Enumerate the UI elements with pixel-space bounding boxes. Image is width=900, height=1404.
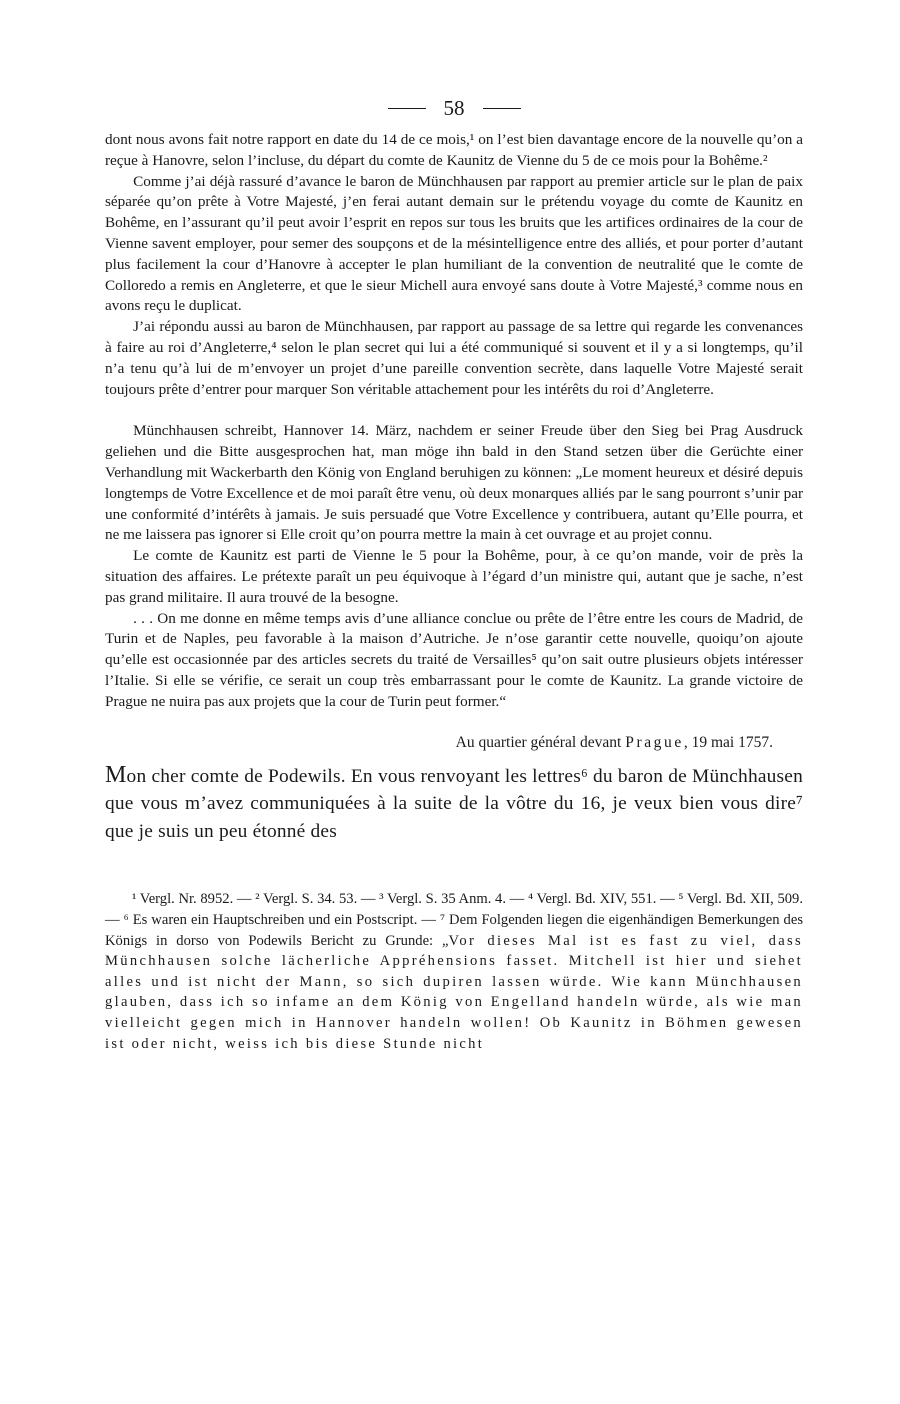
footnote-plain: ¹ Vergl. Nr. 8952. — ² Vergl. S. 34. 53. — ³ Vergl. S. 35 Anm. 4. — ⁴ Vergl. Bd. XIV, 551. — ⁵ Vergl. Bd. XII, 509. — ⁶ Es waren ein Hauptschreiben und ein Postscript. — ⁷ Dem Folgenden liegen die eigenhändigen Bemerkungen des Königs in dorso von Podewils Bericht zu Grunde: „: [105, 891, 803, 949]
place-date-after: , 19 mai 1757.: [683, 733, 773, 751]
excerpt-paragraph-1: Münchhausen schreibt, Hannover 14. März, nachdem er seiner Freude über den Sieg bei Prag Ausdruck geliehen und die Bitte ausgesprochen hat, man möge ihn bald in den Stand setzen über die Gerüchte einer Verhandlung mit Wackerbarth den König von England beruhigen zu können: „Le moment heureux et désiré depuis longtemps de Votre Excellence et de moi paraît être venu, où deux monarques alliés par le sang pourront s’unir par une conformité d’intérêts à jamais. Je suis persuadé que Votre Excellence y contribuera, autant qu’Elle pourra, et ne me laissera pas ignorer si Elle croit qu’on pourra mettre la main à cet ouvrage et au projet connu.: [105, 422, 803, 544]
footnote-spaced-quote: Vor dieses Mal ist es fast zu viel, dass Münchhausen solche lächerliche Appréhensions fasset. Mitchell ist hier und siehet alles und ist nicht der Mann, so sich dupiren lassen würde. Wie kann Münchhausen glauben, dass ich so infame an dem König von Engelland handeln würde, als wie man vielleicht gegen mich in Hannover handeln wollen! Ob Kaunitz in Böhmen gewesen ist oder nicht, weiss ich bis diese Stunde nicht: [105, 932, 803, 1052]
letter-initial: M: [105, 761, 127, 788]
report-section: [105, 130, 803, 400]
report-paragraph-1: dont nous avons fait notre rapport en date du 14 de ce mois,¹ on l’est bien davantage encore de la nouvelle qu’on a reçue à Hanovre, selon l’incluse, du départ du comte de Kaunitz de Vienne du 5 de ce mois pour la Bohême.²: [105, 131, 803, 169]
footnote-block: [105, 889, 803, 1054]
place-date-before: Au quartier général devant: [455, 733, 626, 751]
excerpt-section: [105, 421, 803, 712]
page-number: 58: [443, 95, 465, 120]
report-paragraph-2: Comme j’ai déjà rassuré d’avance le baron de Münchhausen par rapport au premier article sur le plan de paix séparée qu’on prête à Votre Majesté, j’en ferai autant demain sur le prétendu voyage du comte de Kaunitz en Bohême, en l’assurant qu’il peut avoir l’esprit en repos sur tous les bruits que les artifices ordinaires de la cour de Vienne savent employer, pour semer des soupçons et de la mésintelligence entre des alliés, et pour porter d’autant plus facilement la cour d’Hanovre à accepter le plan humiliant de la convention de neutralité que le comte de Colloredo a remis en Angleterre, et que le sieur Michell aura envoyé sans doute à Votre Majesté,³ comme nous en avons reçu le duplicat.: [105, 172, 803, 315]
footnotes: [105, 889, 803, 1054]
book-page: [105, 88, 803, 1054]
header-rule-left: [388, 108, 426, 109]
footnote-gap: [105, 864, 803, 889]
letter-body: [105, 762, 803, 846]
place-date-line: [105, 732, 803, 754]
letter-text: on cher comte de Podewils. En vous renvoyant les lettres⁶ du baron de Münchhausen que vous m’avez communiquées à la suite de la vôtre du 16, je veux bien vous dire⁷ que je suis un peu étonné des: [105, 765, 803, 842]
page-header: [105, 88, 803, 128]
report-paragraph-3: J’ai répondu aussi au baron de Münchhausen, par rapport au passage de sa lettre qui regarde les convenances à faire au roi d’Angleterre,⁴ selon le plan secret qui lui a été communiqué si souvent et il y a si longtemps, qu’il n’a tenu qu’à lui de m’envoyer un projet d’une pareille convention secrète, dans laquelle Votre Majesté serait toujours prête d’entrer pour marquer Son véritable attachement pour les intérêts du roi d’Angleterre.: [105, 318, 803, 398]
excerpt-paragraph-2: Le comte de Kaunitz est parti de Vienne le 5 pour la Bohême, pour, à ce qu’on mande, voir de près la situation des affaires. Le prétexte paraît un peu équivoque à l’égard d’un ministre qui, autant que je sache, n’est pas grand militaire. Il aura trouvé de la besogne.: [105, 547, 803, 606]
excerpt-paragraph-3: . . . On me donne en même temps avis d’une alliance conclue ou prête de l’être entre les cours de Madrid, de Turin et de Naples, peu favorable à la maison d’Autriche. Je n’ose garantir cette nouvelle, quoiqu’on ajoute qu’elle est occasionnée par des articles secrets du traité de Versailles⁵ qu’on sait outre plusieurs objets intéresser l’Italie. Si elle se vérifie, ce serait un coup très embarrassant pour le comte de Kaunitz. La grande victoire de Prague ne nuira pas aux projets que la cour de Turin peut former.“: [105, 609, 803, 710]
place-date-city: Prague: [625, 733, 684, 751]
header-rule-right: [483, 108, 521, 109]
